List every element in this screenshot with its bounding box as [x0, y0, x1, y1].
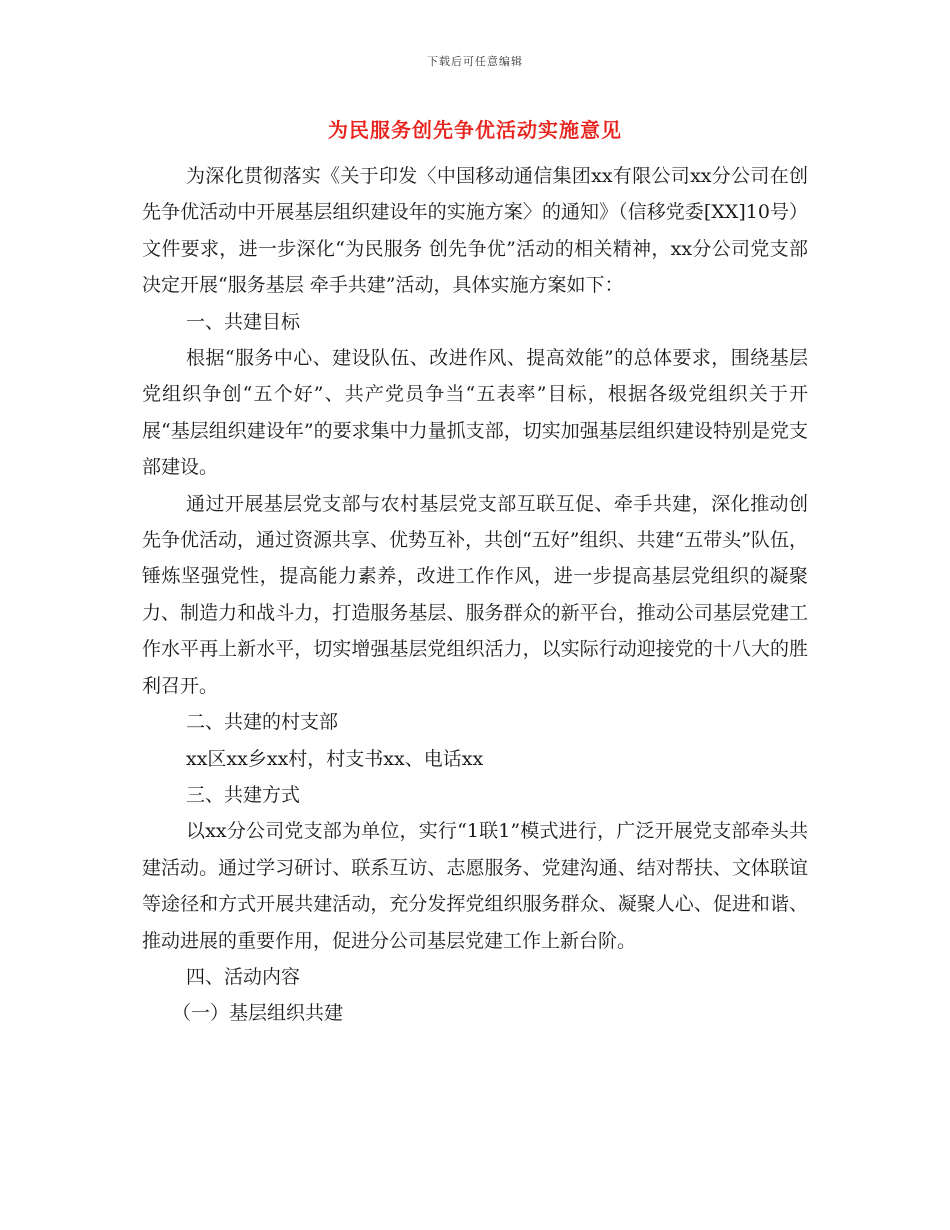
page-header-note: 下载后可任意编辑 [427, 55, 523, 68]
document-body [142, 158, 808, 1032]
goals-paragraph-2: 通过开展基层党支部与农村基层党支部互联互促、牵手共建，深化推动创先争优活动，通过资源共享、优势互补，共创“五好”组织、共建“五带头”队伍，锤炼坚强党性，提高能力素养，改进工作作风，进一步提高基层党组织的凝聚力、制造力和战斗力，打造服务基层、服务群众的新平台，推动公司基层党建工作水平再上新水平，切实增强基层党组织活力，以实际行动迎接党的十八大的胜利召开。 [142, 492, 808, 697]
section-heading-activities: 四、活动内容 [186, 965, 301, 988]
village-branch-paragraph: xx区xx乡xx村，村支书xx、电话xx [186, 747, 484, 770]
document-title: 为民服务创先争优活动实施意见 [328, 118, 622, 142]
method-paragraph: 以xx分公司党支部为单位，实行“1联1”模式进行，广泛开展党支部牵头共建活动。通过学习研讨、联系互访、志愿服务、党建沟通、结对帮扶、文体联谊等途径和方式开展共建活动，充分发挥党组织服务群众、凝聚人心、促进和谐、推动进展的重要作用，促进分公司基层党建工作上新台阶。 [142, 820, 808, 952]
intro-paragraph: 为深化贯彻落实《关于印发〈中国移动通信集团xx有限公司xx分公司在创先争优活动中开展基层组织建设年的实施方案〉的通知》（信移党委[XX]10号）文件要求，进一步深化“为民服务 创先争优”活动的相关精神，xx分公司党支部决定开展“服务基层 牵手共建”活动，具体实施方案如下： [142, 165, 808, 297]
section-heading-village-branch: 二、共建的村支部 [186, 711, 339, 734]
subsection-heading-org-building: （一）基层组织共建 [172, 1002, 344, 1025]
section-heading-method: 三、共建方式 [186, 783, 301, 806]
section-heading-goals: 一、共建目标 [186, 310, 301, 333]
goals-paragraph-1: 根据“服务中心、建设队伍、改进作风、提高效能”的总体要求，围绕基层党组织争创“五个好”、共产党员争当“五表率”目标，根据各级党组织关于开展“基层组织建设年”的要求集中力量抓支部，切实加强基层组织建设特别是党支部建设。 [142, 347, 808, 479]
